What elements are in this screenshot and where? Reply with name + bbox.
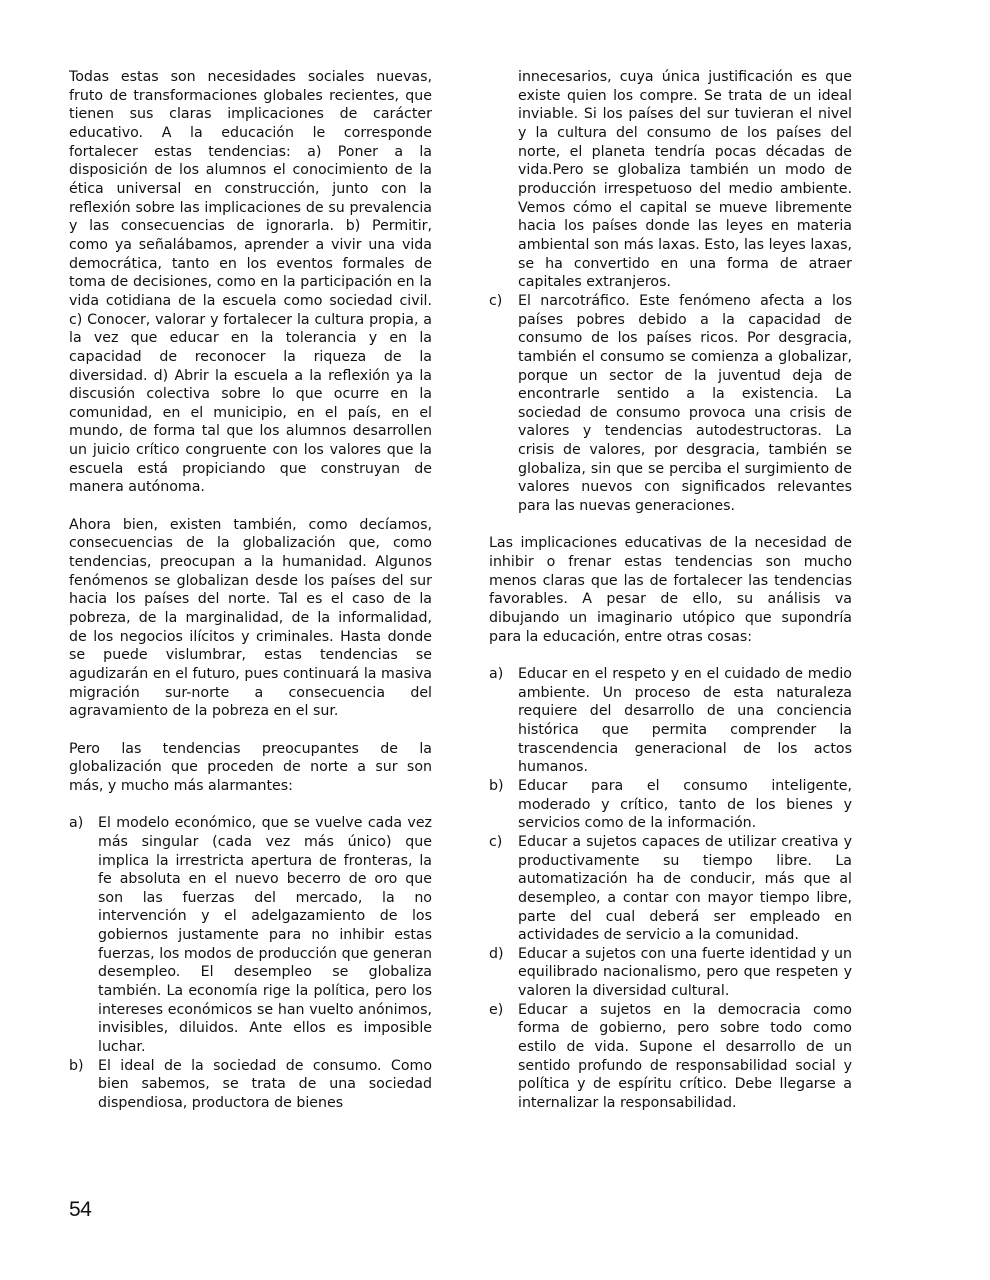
list-item <box>489 292 852 516</box>
paragraph: Las implicaciones educativas de la necesidad de inhibir o frenar estas tendencias son mucho menos claras que las de fortalecer las tendencias favorables. A pesar de ello, su análisis va dibujando un imaginario utópico que supondría para la educación, entre otras cosas: <box>489 535 852 645</box>
list-item <box>69 1057 432 1113</box>
concerning-trends-list-continued <box>489 292 852 516</box>
list-item-text: Educar para el consumo inteligente, moderado y crítico, tanto de los bienes y servicios como de la información. <box>518 777 852 832</box>
list-item <box>489 945 852 1001</box>
list-item-text: Educar a sujetos capaces de utilizar creativa y productivamente su tiempo libre. La automatización ha de conducir, más que al desempleo, a contar con mayor tiempo libre, parte del cual deberá ser empleado en actividades de servicio a la comunidad. <box>518 833 852 944</box>
concerning-trends-list <box>69 814 432 1113</box>
list-item-text: Educar a sujetos en la democracia como forma de gobierno, pero sobre todo como estilo de vida. Supone el desarrollo de un sentido profundo de responsabilidad social y política y de espíritu crítico. Debe llegarse a internalizar la responsabilidad. <box>518 1001 852 1112</box>
list-item-text: El modelo económico, que se vuelve cada vez más singular (cada vez más único) que implica la irrestricta apertura de fronteras, la fe absoluta en el nuevo becerro de oro que son las fuerzas del mercado, la no intervención y el adelgazamiento de los gobiernos justamente para no inhibir estas fuerzas, los modos de producción que generan desempleo. El desempleo se globaliza también. La economía rige la política, pero los intereses económicos se han vuelto anónimos, invisibles, diluidos. Ante ellos es imposible luchar. <box>98 815 432 1056</box>
right-column <box>489 68 852 1113</box>
educational-implications-list <box>489 665 852 1113</box>
list-marker: b) <box>69 1057 84 1074</box>
list-item <box>489 833 852 945</box>
list-item <box>489 1001 852 1113</box>
list-item-continuation: innecesarios, cuya única justificación es que existe quien los compre. Se trata de un ideal inviable. Si los países del sur tuvieran el nivel y la cultura del consumo de los países del norte, el planeta tendría pocas décadas de vida.Pero se globaliza también un modo de producción irrespetuoso del medio ambiente. Vemos cómo el capital se mueve libremente hacia los países donde las leyes en materia ambiental son más laxas. Esto, las leyes laxas, se ha convertido en una forma de atraer capitales extranjeros. <box>518 69 852 291</box>
list-item-text: El narcotráfico. Este fenómeno afecta a los países pobres debido a la capacidad de consumo de los países ricos. Por desgracia, también el consumo se comienza a globalizar, porque un sector de la juventud deja de encontrarle sentido a la existencia. La sociedad de consumo provoca una crisis de valores y tendencias autodestructoras. La crisis de valores, por desgracia, también se globaliza, sin que se perciba el surgimiento de valores nuevos con significados relevantes para las nuevas generaciones. <box>518 292 852 515</box>
list-marker: a) <box>489 665 504 682</box>
list-marker: b) <box>489 777 504 794</box>
list-marker: c) <box>489 833 503 850</box>
paragraph: Pero las tendencias preocupantes de la globalización que proceden de norte a sur son más, y mucho más alarmantes: <box>69 740 432 794</box>
list-marker: e) <box>489 1001 504 1018</box>
list-marker: d) <box>489 945 504 962</box>
list-item <box>489 777 852 833</box>
list-marker: a) <box>69 815 84 832</box>
paragraph: Ahora bien, existen también, como decíamos, consecuencias de la globalización que, como tendencias, preocupan a la humanidad. Algunos fenómenos se globalizan desde los países del sur hacia los países del norte. Tal es el caso de la pobreza, de la marginalidad, de la informalidad, de los negocios ilícitos y criminales. Hasta donde se puede vislumbrar, estas tendencias se agudizarán en el futuro, pues continuará la masiva migración sur-norte a consecuencia del agravamiento de la pobreza en el sur. <box>69 516 432 720</box>
left-column <box>69 68 432 1113</box>
list-item <box>69 814 432 1057</box>
list-item <box>489 665 852 777</box>
list-item-text: Educar en el respeto y en el cuidado de medio ambiente. Un proceso de esta naturaleza requiere del desarrollo de una conciencia histórica que permita comprender la trascendencia generacional de los actos humanos. <box>518 665 852 776</box>
list-marker: c) <box>489 292 503 309</box>
page-number: 54 <box>69 1198 92 1221</box>
list-item-text: Educar a sujetos con una fuerte identidad y un equilibrado nacionalismo, pero que respeten y valoren la diversidad cultural. <box>518 945 852 1000</box>
spacer <box>489 516 852 535</box>
paragraph: Todas estas son necesidades sociales nuevas, fruto de transformaciones globales recientes, que tienen sus claras implicaciones de carácter educativo. A la educación le corresponde fortalecer estas tendencias: a) Poner a la disposición de los alumnos el conocimiento de la ética universal en construcción, junto con la reflexión sobre las implicaciones de su prevalencia y las consecuencias de ignorarla. b) Permitir, como ya señalábamos, aprender a vivir una vida democrática, tanto en los eventos formales de toma de decisiones, como en la participación en la vida cotidiana de la escuela como sociedad civil. c) Conocer, valorar y fortalecer la cultura propia, a la vez que educar en la tolerancia y en la capacidad de reconocer la riqueza de la diversidad. d) Abrir la escuela a la reflexión ya la discusión colectiva sobre lo que ocurre en la comunidad, en el municipio, en el país, en el mundo, de forma tal que los alumnos desarrollen un juicio crítico congruente con los valores que la escuela está propiciando que construyan de manera autónoma. <box>69 69 432 496</box>
list-item-text: El ideal de la sociedad de consumo. Como bien sabemos, se trata de una sociedad dispendiosa, productora de bienes <box>98 1057 432 1112</box>
